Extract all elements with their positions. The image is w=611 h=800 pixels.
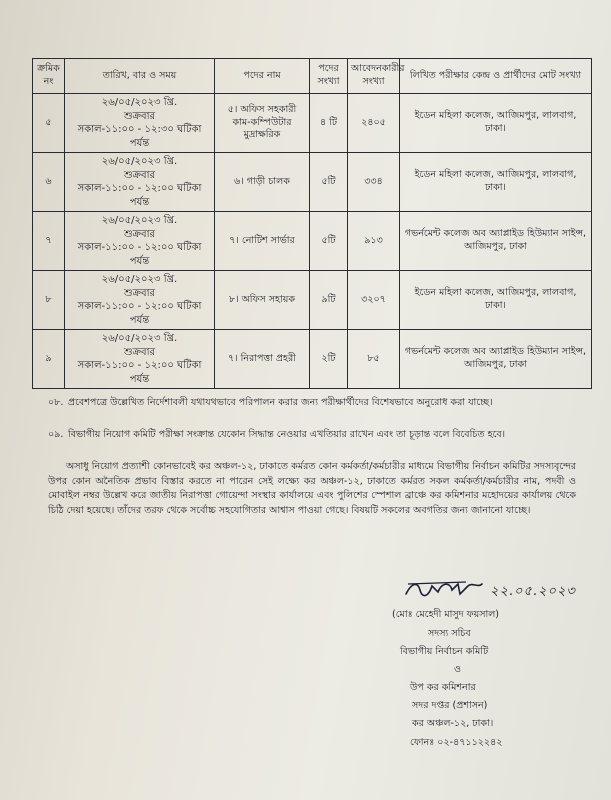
- cell-applicants: ৮৫: [348, 330, 400, 389]
- note-09: [48, 428, 588, 441]
- exam-time: সকাল-১১:০০ - ১২:০০ ঘটিকা পর্যন্ত: [77, 242, 202, 267]
- signatory-and: ও: [454, 664, 461, 675]
- handwritten-signature: [404, 578, 484, 600]
- exam-day: শুক্রবার: [124, 346, 155, 358]
- note-text: বিভাগীয় নিয়োগ কমিটি পরীক্ষা সংক্রান্ত যেকোন সিদ্ধান্ত নেওয়ার এখতিয়ার রাখেন এবং তা চূড়ান্ত বলে বিবেচিত হবে।: [68, 429, 506, 440]
- notice-paragraph: অসাধু নিয়োগ প্রত্যাশী কোনভাবেই কর অঞ্চল-১২, ঢাকাতে কর্মরত কোন কর্মকর্তা/কর্মচারীর মাধ্যমে বিভাগীয় নির্বাচন কমিটির সদস্যবৃন্দের উপর কোন অনৈতিক প্রভাব বিস্তার করতে না পারেন সেই লক্ষ্যে কর অঞ্চল-১২, ঢাকাতে কর্মরত সকল কর্মকর্তা/কর্মচারীর নাম, পদবী ও মোবাইল নম্বর উল্লেখ করে জাতীয় নিরাপত্তা গোয়েন্দা সংস্থার কার্যালয়ে এবং পুলিশের স্পেশাল ব্রাঞ্চে কর কমিশনার মহোদয়ের কার্যালয় থেকে চিঠি দেয়া হয়েছে। তাঁদের তরফ থেকে সর্বোচ্চ সহযোগিতার আশ্বাস পাওয়া গেছে। বিষয়টি সকলের অবগতির জন্য জানানো যাচ্ছে।: [48, 461, 576, 517]
- exam-day: শুক্রবার: [124, 169, 155, 181]
- header-date: তারিখ, বার ও সময়: [65, 59, 215, 94]
- exam-time: সকাল-১১:০০ - ১২:০০ ঘটিকা পর্যন্ত: [77, 183, 202, 208]
- header-applicants: আবেদনকারীর সংখ্যা: [348, 59, 400, 94]
- signatory-zone: কর অঞ্চল-১২, ঢাকা।: [412, 718, 494, 729]
- table-row: [33, 153, 592, 212]
- cell-serial: ৯: [33, 330, 65, 389]
- table-header-row: [33, 59, 592, 94]
- cell-post: ৭। নোটিশ সার্ভার: [215, 212, 310, 271]
- header-center: লিখিত পরীক্ষার কেন্দ্র ও প্রার্থীদের মোট সংখ্যা: [400, 59, 592, 94]
- cell-date: [65, 212, 215, 271]
- note-08: [48, 396, 588, 409]
- exam-day: শুক্রবার: [124, 287, 155, 299]
- cell-applicants: ২৪০৫: [348, 94, 400, 153]
- cell-serial: ৬: [33, 153, 65, 212]
- signatory-title: উপ কর কমিশনার: [410, 682, 476, 693]
- cell-date: [65, 153, 215, 212]
- cell-post: ৭। নিরাপত্তা প্রহরী: [215, 330, 310, 389]
- cell-count: ২টি: [310, 330, 348, 389]
- cell-post: ৮। অফিস সহায়ক: [215, 271, 310, 330]
- cell-serial: ৭: [33, 212, 65, 271]
- cell-applicants: ৩২০৭: [348, 271, 400, 330]
- table-row: [33, 271, 592, 330]
- exam-date: ২৬/০৫/২০২৩ খ্রি.: [101, 97, 178, 108]
- exam-time: সকাল-১১:০০ - ১২:০০ ঘটিকা পর্যন্ত: [77, 360, 202, 385]
- signatory-designation: সদস্য সচিব: [428, 628, 471, 639]
- exam-schedule-table: [32, 58, 592, 389]
- cell-serial: ৮: [33, 271, 65, 330]
- exam-day: শুক্রবার: [124, 228, 155, 240]
- cell-center: ইডেন মহিলা কলেজ, আজিমপুর, লালবাগ, ঢাকা।: [400, 94, 592, 153]
- cell-center: ইডেন মহিলা কলেজ, আজিমপুর, লালবাগ, ঢাকা।: [400, 271, 592, 330]
- table-row: [33, 212, 592, 271]
- cell-count: ৯টি: [310, 271, 348, 330]
- cell-count: ৪ টি: [310, 94, 348, 153]
- cell-date: [65, 330, 215, 389]
- cell-count: ৫টি: [310, 153, 348, 212]
- exam-date: ২৬/০৫/২০২৩ খ্রি.: [101, 333, 178, 344]
- cell-center: গভর্নমেন্ট কলেজ অব অ্যাপ্লাইড হিউম্যান সাইন্স, আজিমপুর, ঢাকা: [400, 212, 592, 271]
- header-post: পদের নাম: [215, 59, 310, 94]
- signature-date: ২২.০৫.২০২৩: [490, 584, 576, 599]
- exam-date: ২৬/০৫/২০২৩ খ্রি.: [101, 274, 178, 285]
- note-text: প্রবেশপত্রে উল্লেখিত নির্দেশাবলী যথাযথভাবে পরিপালন করার জন্য পরীক্ষার্থীদের বিশেষভাবে অনুরোধ করা যাচ্ছে।: [68, 397, 493, 408]
- signatory-committee: বিভাগীয় নির্বাচন কমিটি: [400, 646, 489, 657]
- exam-date: ২৬/০৫/২০২৩ খ্রি.: [101, 156, 178, 167]
- cell-serial: ৫: [33, 94, 65, 153]
- exam-time: সকাল-১১:০০ - ১২:০০ ঘটিকা পর্যন্ত: [77, 301, 202, 326]
- header-serial: ক্রমিক নং: [33, 59, 65, 94]
- cell-center: গভর্নমেন্ট কলেজ অব অ্যাপ্লাইড হিউম্যান সাইন্স, আজিমপুর, ঢাকা: [400, 330, 592, 389]
- cell-date: [65, 94, 215, 153]
- signatory-office: সদর দপ্তর (প্রশাসন): [412, 700, 488, 711]
- cell-date: [65, 271, 215, 330]
- cell-applicants: ৩৩৪: [348, 153, 400, 212]
- signatory-phone: ফোনঃ ০২-৪৭১১২২৪২: [410, 737, 503, 748]
- note-number: ০৯.: [48, 429, 64, 440]
- cell-post: ৫। অফিস সহকারী কাম-কম্পিউটার মুদ্রাক্ষরিক: [215, 94, 310, 153]
- exam-time: সকাল-১১:০০ - ১২:৩০ ঘটিকা পর্যন্ত: [77, 124, 202, 149]
- header-count: পদের সংখ্যা: [310, 59, 348, 94]
- signatory-name: (মোঃ মেহেদী মাসুদ ফয়সাল): [392, 609, 500, 620]
- cell-applicants: ৯১৩: [348, 212, 400, 271]
- exam-day: শুক্রবার: [124, 110, 155, 122]
- cell-count: ৫টি: [310, 212, 348, 271]
- table-row: [33, 94, 592, 153]
- table-row: [33, 330, 592, 389]
- cell-post: ৬। গাড়ী চালক: [215, 153, 310, 212]
- exam-date: ২৬/০৫/২০২৩ খ্রি.: [101, 215, 178, 226]
- note-number: ০৮.: [48, 397, 64, 408]
- cell-center: ইডেন মহিলা কলেজ, আজিমপুর, লালবাগ, ঢাকা।: [400, 153, 592, 212]
